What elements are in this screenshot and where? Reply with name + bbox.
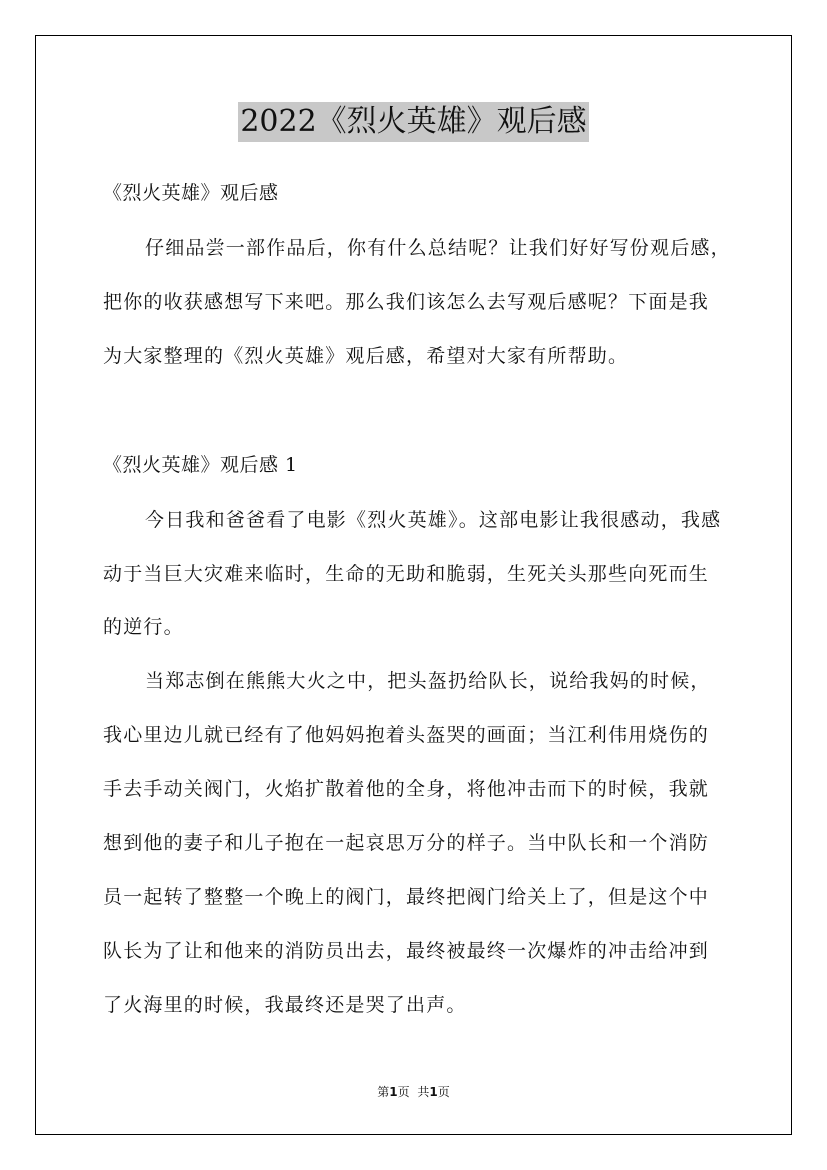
page-prefix: 第 — [377, 1085, 390, 1099]
page-total: 1 — [429, 1085, 438, 1099]
paragraph-line: 手去手动关阀门，火焰扩散着他的全身，将他冲击而下的时候，我就 — [103, 778, 710, 800]
paragraph-line: 当郑志倒在熊熊大火之中，把头盔扔给队长，说给我妈的时候， — [145, 670, 711, 692]
paragraph-line: 我心里边儿就已经有了他妈妈抱着头盔哭的画面；当江利伟用烧伤的 — [103, 724, 710, 746]
page-footer — [0, 1084, 827, 1100]
section-heading: 《烈火英雄》观后感 1 — [103, 454, 298, 476]
paragraph-line: 了火海里的时候，我最终还是哭了出声。 — [103, 994, 467, 1016]
document-title — [0, 102, 827, 142]
paragraph-line: 的逆行。 — [103, 616, 184, 638]
paragraph-line: 队长为了让和他来的消防员出去，最终被最终一次爆炸的冲击给冲到 — [103, 940, 710, 962]
intro-line: 为大家整理的《烈火英雄》观后感，希望对大家有所帮助。 — [103, 345, 629, 367]
intro-heading: 《烈火英雄》观后感 — [103, 182, 279, 204]
paragraph-line: 动于当巨大灾难来临时，生命的无助和脆弱，生死关头那些向死而生 — [103, 563, 710, 585]
total-suffix: 页 — [437, 1085, 450, 1099]
paragraph-line: 今日我和爸爸看了电影《烈火英雄》。这部电影让我很感动，我感 — [145, 509, 722, 531]
total-prefix: 共 — [417, 1085, 430, 1099]
paragraph-line: 员一起转了整整一个晚上的阀门，最终把阀门给关上了，但是这个中 — [103, 886, 710, 908]
paragraph-line: 想到他的妻子和儿子抱在一起哀思万分的样子。当中队长和一个消防 — [103, 832, 710, 854]
page-suffix: 页 — [397, 1085, 410, 1099]
intro-line: 把你的收获感想写下来吧。那么我们该怎么去写观后感呢？下面是我 — [103, 291, 710, 313]
title-text: 2022《烈火英雄》观后感 — [238, 102, 588, 142]
intro-line: 仔细品尝一部作品后，你有什么总结呢？让我们好好写份观后感， — [145, 237, 731, 259]
page-current: 1 — [389, 1085, 398, 1099]
